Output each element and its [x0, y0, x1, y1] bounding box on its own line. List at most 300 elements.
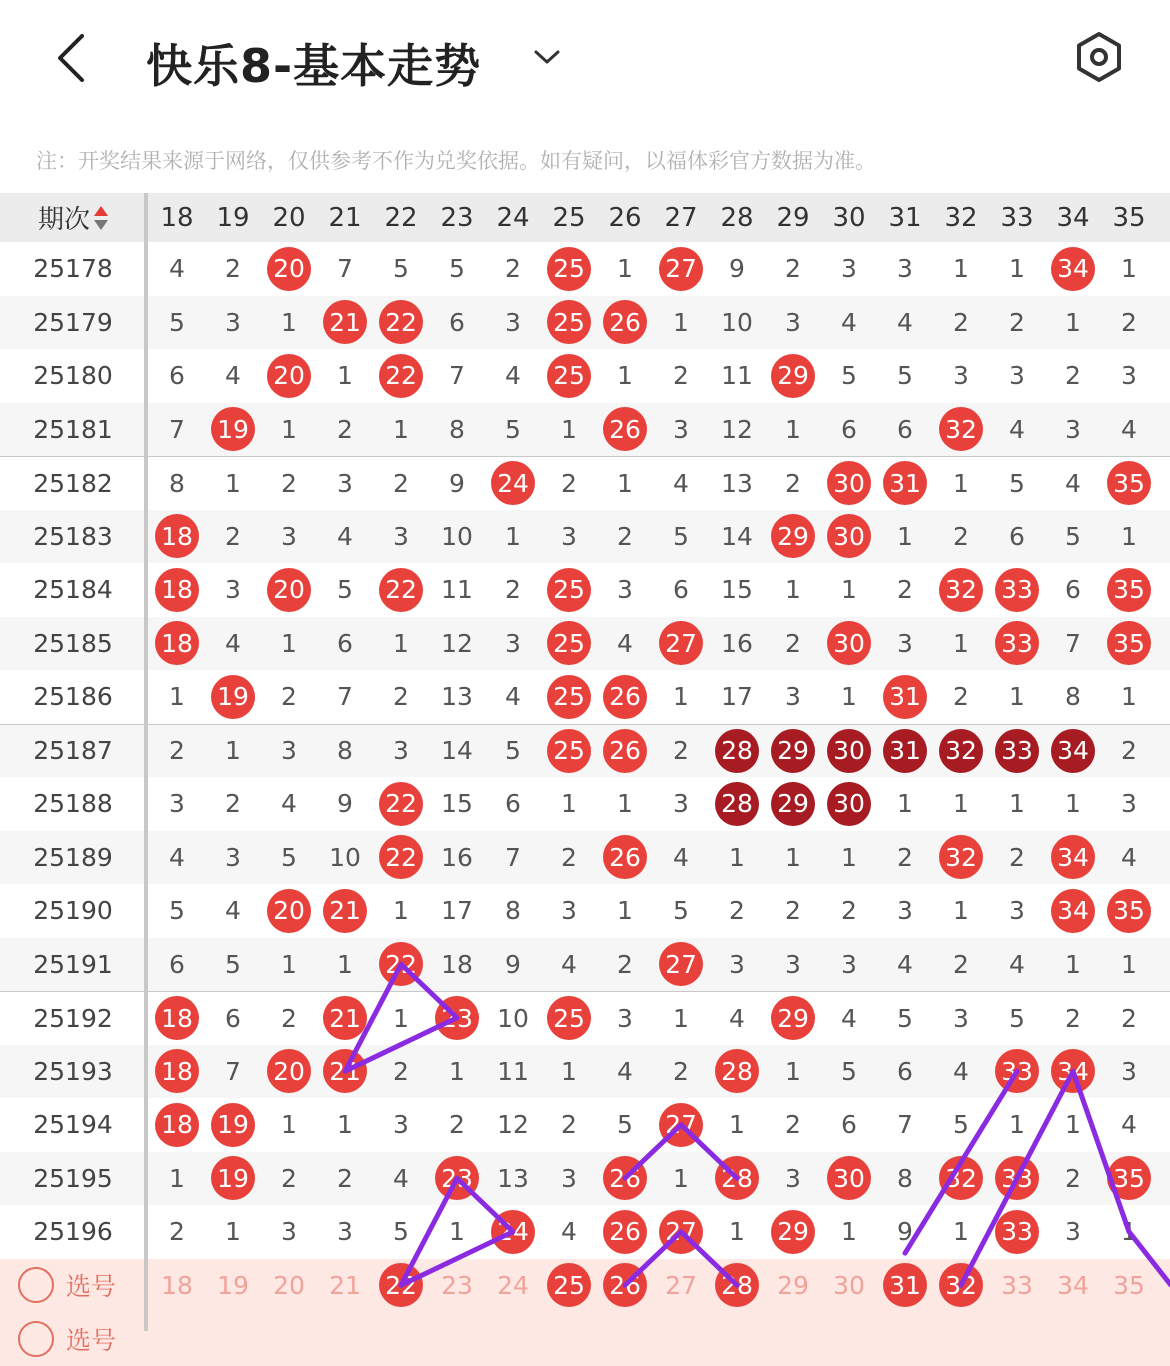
drawn-cell — [1045, 831, 1101, 885]
drawn-cell — [989, 617, 1045, 671]
column-header: 33 — [1000, 202, 1034, 233]
miss-count-cell: 1 — [337, 361, 353, 391]
drawn-cell — [653, 1205, 709, 1259]
miss-count-cell: 1 — [953, 789, 969, 819]
miss-count-cell: 3 — [505, 307, 521, 337]
miss-count-cell: 1 — [1009, 789, 1025, 819]
miss-count-cell: 2 — [1065, 361, 1081, 391]
miss-count-cell: 2 — [561, 1110, 577, 1140]
drawn-cell — [709, 777, 765, 831]
miss-count-cell: 9 — [449, 468, 465, 498]
select-row-toggle[interactable] — [18, 1259, 116, 1313]
select-number-cell[interactable] — [765, 1259, 821, 1313]
miss-count-cell: 5 — [225, 949, 241, 979]
drawn-cell — [1045, 1045, 1101, 1099]
select-number-cell[interactable] — [821, 1259, 877, 1313]
drawn-cell — [989, 563, 1045, 617]
miss-count-cell: 2 — [561, 468, 577, 498]
miss-count-cell: 8 — [897, 1163, 913, 1193]
miss-count-cell: 1 — [449, 1056, 465, 1086]
miss-count-cell: 7 — [337, 254, 353, 284]
drawn-cell — [149, 617, 205, 671]
miss-count-cell: 7 — [505, 842, 521, 872]
drawn-number-ball: 26 — [603, 407, 647, 451]
column-divider — [144, 193, 148, 1331]
miss-count-cell: 4 — [225, 628, 241, 658]
table-row — [0, 403, 1170, 457]
select-number: 21 — [329, 1270, 361, 1300]
drawn-cell — [597, 296, 653, 350]
drawn-cell — [541, 992, 597, 1045]
disclaimer-notice: 注：开奖结果来源于网络，仅供参考不作为兑奖依据。如有疑问，以福体彩官方数据为准。 — [36, 149, 876, 173]
drawn-cell — [205, 1098, 261, 1152]
drawn-cell — [205, 403, 261, 457]
miss-count-cell: 6 — [897, 414, 913, 444]
drawn-cell — [989, 725, 1045, 778]
select-number-cell[interactable] — [205, 1259, 261, 1313]
miss-count-cell: 1 — [337, 1110, 353, 1140]
miss-count-cell: 17 — [721, 682, 753, 712]
miss-count-cell: 2 — [505, 254, 521, 284]
miss-count-cell: 4 — [169, 842, 185, 872]
drawn-number-ball: 27 — [659, 247, 703, 291]
miss-count-cell: 2 — [617, 521, 633, 551]
drawn-number-ball: 31 — [883, 461, 927, 505]
drawn-number-ball: 18 — [155, 568, 199, 612]
drawn-number-ball: 35 — [1107, 889, 1151, 933]
table-row — [0, 1098, 1170, 1152]
column-header: 35 — [1112, 202, 1146, 233]
column-header: 29 — [776, 202, 810, 233]
miss-count-cell: 4 — [561, 949, 577, 979]
drawn-number-ball: 22 — [379, 782, 423, 826]
table-row — [0, 242, 1170, 296]
drawn-cell — [821, 617, 877, 671]
column-header: 20 — [272, 202, 306, 233]
drawn-cell — [373, 777, 429, 831]
miss-count-cell: 10 — [497, 1003, 529, 1033]
drawn-cell — [149, 1098, 205, 1152]
miss-count-cell: 5 — [505, 414, 521, 444]
miss-count-cell: 1 — [225, 736, 241, 766]
drawn-cell — [1101, 1152, 1157, 1206]
select-number: 24 — [497, 1270, 529, 1300]
drawn-number-ball: 27 — [659, 942, 703, 986]
miss-count-cell: 6 — [673, 575, 689, 605]
drawn-cell — [541, 617, 597, 671]
column-header: 25 — [552, 202, 586, 233]
drawn-number-ball: 25 — [547, 675, 591, 719]
miss-count-cell: 5 — [281, 842, 297, 872]
miss-count-cell: 4 — [169, 254, 185, 284]
miss-count-cell: 14 — [441, 736, 473, 766]
column-header: 18 — [160, 202, 194, 233]
miss-count-cell: 4 — [897, 307, 913, 337]
drawn-cell — [429, 1152, 485, 1206]
miss-count-cell: 2 — [617, 949, 633, 979]
radio-circle-icon[interactable] — [18, 1267, 54, 1303]
miss-count-cell: 6 — [449, 307, 465, 337]
drawn-cell — [933, 403, 989, 457]
period-number: 25186 — [33, 682, 113, 712]
selected-number-ball[interactable]: 28 — [715, 1263, 759, 1307]
select-number-row — [0, 1259, 1170, 1313]
select-number: 33 — [1001, 1270, 1033, 1300]
miss-count-cell: 9 — [337, 789, 353, 819]
selected-number-ball[interactable]: 22 — [379, 1263, 423, 1307]
drawn-cell — [149, 1045, 205, 1099]
drawn-cell — [821, 777, 877, 831]
drawn-number-ball: 22 — [379, 568, 423, 612]
miss-count-cell: 1 — [617, 789, 633, 819]
period-number: 25188 — [33, 789, 113, 819]
miss-count-cell: 2 — [785, 468, 801, 498]
drawn-number-ball: 18 — [155, 514, 199, 558]
period-number: 25183 — [33, 521, 113, 551]
miss-count-cell: 2 — [785, 254, 801, 284]
drawn-number-ball: 19 — [211, 675, 255, 719]
select-number: 30 — [833, 1270, 865, 1300]
miss-count-cell: 5 — [841, 361, 857, 391]
drawn-number-ball: 18 — [155, 621, 199, 665]
period-number: 25179 — [33, 307, 113, 337]
miss-count-cell: 1 — [561, 789, 577, 819]
period-number: 25196 — [33, 1217, 113, 1247]
select-number-row-2 — [0, 1312, 1170, 1366]
period-number: 25195 — [33, 1163, 113, 1193]
miss-count-cell: 1 — [897, 789, 913, 819]
miss-count-cell: 1 — [953, 254, 969, 284]
miss-count-cell: 3 — [1121, 1056, 1137, 1086]
column-header: 27 — [664, 202, 698, 233]
miss-count-cell: 8 — [1065, 682, 1081, 712]
miss-count-cell: 3 — [225, 307, 241, 337]
miss-count-cell: 3 — [1121, 789, 1137, 819]
select-number: 29 — [777, 1270, 809, 1300]
miss-count-cell: 3 — [225, 842, 241, 872]
settings-icon[interactable] — [1072, 30, 1126, 84]
drawn-cell — [541, 563, 597, 617]
miss-count-cell: 13 — [497, 1163, 529, 1193]
miss-count-cell: 1 — [393, 628, 409, 658]
miss-count-cell: 6 — [841, 1110, 857, 1140]
selected-number-ball[interactable]: 25 — [547, 1263, 591, 1307]
table-row — [0, 938, 1170, 992]
drawn-number-ball: 26 — [603, 300, 647, 344]
miss-count-cell: 5 — [953, 1110, 969, 1140]
select-number-cell[interactable] — [877, 1259, 933, 1313]
miss-count-cell: 6 — [169, 361, 185, 391]
miss-count-cell: 4 — [337, 521, 353, 551]
miss-count-cell: 5 — [841, 1056, 857, 1086]
miss-count-cell: 5 — [1065, 521, 1081, 551]
drawn-number-ball: 29 — [771, 729, 815, 773]
miss-count-cell: 3 — [281, 521, 297, 551]
table-row — [0, 991, 1170, 1045]
miss-count-cell: 2 — [785, 1110, 801, 1140]
miss-count-cell: 4 — [617, 628, 633, 658]
miss-count-cell: 1 — [841, 682, 857, 712]
miss-count-cell: 1 — [1065, 949, 1081, 979]
miss-count-cell: 2 — [1065, 1163, 1081, 1193]
miss-count-cell: 3 — [281, 1217, 297, 1247]
select-number-cell[interactable] — [429, 1259, 485, 1313]
miss-count-cell: 1 — [561, 414, 577, 444]
miss-count-cell: 5 — [505, 736, 521, 766]
miss-count-cell: 1 — [841, 842, 857, 872]
column-header: 23 — [440, 202, 474, 233]
drawn-number-ball: 34 — [1051, 1049, 1095, 1093]
drawn-number-ball: 33 — [995, 1049, 1039, 1093]
select-number-cell[interactable] — [149, 1259, 205, 1313]
drawn-cell — [597, 403, 653, 457]
period-number: 25185 — [33, 628, 113, 658]
radio-circle-icon[interactable] — [18, 1321, 54, 1357]
miss-count-cell: 5 — [337, 575, 353, 605]
miss-count-cell: 1 — [617, 468, 633, 498]
drawn-cell — [653, 617, 709, 671]
column-header: 31 — [888, 202, 922, 233]
drawn-number-ball: 22 — [379, 942, 423, 986]
drawn-cell — [373, 349, 429, 403]
miss-count-cell: 2 — [729, 896, 745, 926]
table-row — [0, 617, 1170, 671]
drawn-number-ball: 25 — [547, 247, 591, 291]
miss-count-cell: 3 — [1009, 361, 1025, 391]
miss-count-cell: 1 — [953, 468, 969, 498]
miss-count-cell: 1 — [673, 1003, 689, 1033]
select-number-cell[interactable] — [485, 1259, 541, 1313]
drawn-cell — [933, 1152, 989, 1206]
column-header: 22 — [384, 202, 418, 233]
drawn-cell — [765, 777, 821, 831]
drawn-cell — [597, 725, 653, 778]
period-number: 25193 — [33, 1056, 113, 1086]
miss-count-cell: 1 — [1065, 307, 1081, 337]
period-number: 25180 — [33, 361, 113, 391]
column-header: 26 — [608, 202, 642, 233]
chevron-down-icon[interactable] — [530, 40, 564, 74]
column-header: 24 — [496, 202, 530, 233]
drawn-number-ball: 25 — [547, 729, 591, 773]
drawn-number-ball: 25 — [547, 354, 591, 398]
drawn-cell — [597, 1152, 653, 1206]
miss-count-cell: 1 — [617, 896, 633, 926]
selected-number-ball[interactable]: 31 — [883, 1263, 927, 1307]
drawn-number-ball: 24 — [491, 461, 535, 505]
drawn-number-ball: 18 — [155, 1103, 199, 1147]
miss-count-cell: 13 — [721, 468, 753, 498]
miss-count-cell: 6 — [225, 1003, 241, 1033]
miss-count-cell: 4 — [281, 789, 297, 819]
table-row — [0, 884, 1170, 938]
drawn-number-ball: 27 — [659, 1210, 703, 1254]
drawn-number-ball: 33 — [995, 1156, 1039, 1200]
miss-count-cell: 12 — [721, 414, 753, 444]
select-row-2-label: 选号 — [66, 1325, 117, 1355]
miss-count-cell: 3 — [561, 896, 577, 926]
miss-count-cell: 3 — [337, 468, 353, 498]
drawn-cell — [597, 1205, 653, 1259]
drawn-cell — [989, 1205, 1045, 1259]
drawn-number-ball: 21 — [323, 300, 367, 344]
miss-count-cell: 12 — [441, 628, 473, 658]
drawn-number-ball: 30 — [827, 1156, 871, 1200]
miss-count-cell: 1 — [1121, 949, 1137, 979]
table-row — [0, 349, 1170, 403]
miss-count-cell: 4 — [1121, 414, 1137, 444]
drawn-cell — [821, 1152, 877, 1206]
table-row — [0, 563, 1170, 617]
miss-count-cell: 1 — [561, 1056, 577, 1086]
miss-count-cell: 13 — [441, 682, 473, 712]
drawn-number-ball: 34 — [1051, 889, 1095, 933]
drawn-number-ball: 20 — [267, 889, 311, 933]
miss-count-cell: 3 — [897, 896, 913, 926]
drawn-cell — [765, 510, 821, 564]
miss-count-cell: 3 — [561, 1163, 577, 1193]
select-row-2-toggle[interactable] — [18, 1312, 116, 1366]
drawn-number-ball: 19 — [211, 1103, 255, 1147]
period-header[interactable] — [0, 193, 146, 242]
miss-count-cell: 1 — [169, 682, 185, 712]
column-header: 28 — [720, 202, 754, 233]
drawn-cell — [149, 992, 205, 1045]
selected-number-ball[interactable]: 26 — [603, 1263, 647, 1307]
miss-count-cell: 4 — [953, 1056, 969, 1086]
miss-count-cell: 3 — [841, 949, 857, 979]
period-number: 25190 — [33, 896, 113, 926]
drawn-number-ball: 31 — [883, 729, 927, 773]
drawn-cell — [933, 831, 989, 885]
miss-count-cell: 1 — [953, 628, 969, 658]
miss-count-cell: 3 — [673, 414, 689, 444]
drawn-number-ball: 33 — [995, 729, 1039, 773]
drawn-cell — [373, 938, 429, 992]
miss-count-cell: 3 — [729, 949, 745, 979]
miss-count-cell: 16 — [721, 628, 753, 658]
miss-count-cell: 7 — [897, 1110, 913, 1140]
select-number-cell[interactable] — [373, 1259, 429, 1313]
drawn-number-ball: 31 — [883, 675, 927, 719]
miss-count-cell: 2 — [897, 575, 913, 605]
drawn-cell — [653, 938, 709, 992]
drawn-number-ball: 32 — [939, 1156, 983, 1200]
select-number-cell[interactable] — [933, 1259, 989, 1313]
miss-count-cell: 3 — [393, 521, 409, 551]
drawn-number-ball: 35 — [1107, 1156, 1151, 1200]
table-row — [0, 1152, 1170, 1206]
drawn-number-ball: 19 — [211, 1156, 255, 1200]
drawn-cell — [765, 1205, 821, 1259]
drawn-cell — [149, 563, 205, 617]
back-arrow-icon[interactable] — [50, 28, 110, 88]
miss-count-cell: 1 — [729, 842, 745, 872]
miss-count-cell: 6 — [1009, 521, 1025, 551]
drawn-cell — [597, 831, 653, 885]
select-number-cell[interactable] — [989, 1259, 1045, 1313]
drawn-cell — [429, 992, 485, 1045]
miss-count-cell: 3 — [617, 1003, 633, 1033]
miss-count-cell: 6 — [897, 1056, 913, 1086]
select-number-cell[interactable] — [261, 1259, 317, 1313]
miss-count-cell: 1 — [1121, 682, 1137, 712]
drawn-cell — [1045, 242, 1101, 296]
drawn-number-ball: 23 — [435, 996, 479, 1040]
miss-count-cell: 1 — [281, 628, 297, 658]
miss-count-cell: 15 — [441, 789, 473, 819]
select-number-cell[interactable] — [1101, 1259, 1157, 1313]
miss-count-cell: 4 — [561, 1217, 577, 1247]
miss-count-cell: 5 — [169, 896, 185, 926]
column-header: 34 — [1056, 202, 1090, 233]
select-number-cell[interactable] — [653, 1259, 709, 1313]
select-number-cell[interactable] — [1045, 1259, 1101, 1313]
select-number-cell[interactable] — [597, 1259, 653, 1313]
drawn-number-ball: 30 — [827, 621, 871, 665]
select-number-cell[interactable] — [541, 1259, 597, 1313]
miss-count-cell: 7 — [337, 682, 353, 712]
miss-count-cell: 2 — [953, 307, 969, 337]
miss-count-cell: 1 — [1009, 1110, 1025, 1140]
miss-count-cell: 10 — [329, 842, 361, 872]
select-number: 20 — [273, 1270, 305, 1300]
select-number-cell[interactable] — [317, 1259, 373, 1313]
drawn-cell — [205, 670, 261, 724]
miss-count-cell: 2 — [1065, 1003, 1081, 1033]
miss-count-cell: 5 — [449, 254, 465, 284]
drawn-cell — [1101, 563, 1157, 617]
drawn-number-ball: 22 — [379, 354, 423, 398]
drawn-number-ball: 34 — [1051, 729, 1095, 773]
period-number: 25181 — [33, 414, 113, 444]
select-row-label: 选号 — [66, 1272, 117, 1302]
selected-number-ball[interactable]: 32 — [939, 1263, 983, 1307]
miss-count-cell: 3 — [505, 628, 521, 658]
drawn-number-ball: 30 — [827, 729, 871, 773]
miss-count-cell: 1 — [1009, 254, 1025, 284]
drawn-cell — [709, 725, 765, 778]
miss-count-cell: 2 — [169, 1217, 185, 1247]
miss-count-cell: 11 — [721, 361, 753, 391]
miss-count-cell: 8 — [505, 896, 521, 926]
miss-count-cell: 3 — [169, 789, 185, 819]
select-number-cell[interactable] — [709, 1259, 765, 1313]
miss-count-cell: 1 — [337, 949, 353, 979]
drawn-cell — [1101, 457, 1157, 510]
miss-count-cell: 2 — [169, 736, 185, 766]
miss-count-cell: 4 — [617, 1056, 633, 1086]
miss-count-cell: 10 — [441, 521, 473, 551]
drawn-number-ball: 35 — [1107, 568, 1151, 612]
miss-count-cell: 1 — [841, 575, 857, 605]
miss-count-cell: 4 — [1009, 949, 1025, 979]
miss-count-cell: 1 — [953, 1217, 969, 1247]
drawn-cell — [709, 1152, 765, 1206]
drawn-number-ball: 29 — [771, 996, 815, 1040]
miss-count-cell: 17 — [441, 896, 473, 926]
miss-count-cell: 5 — [673, 521, 689, 551]
drawn-number-ball: 28 — [715, 1049, 759, 1093]
drawn-number-ball: 28 — [715, 782, 759, 826]
miss-count-cell: 15 — [721, 575, 753, 605]
select-number: 34 — [1057, 1270, 1089, 1300]
miss-count-cell: 4 — [393, 1163, 409, 1193]
sort-icon[interactable] — [94, 205, 108, 231]
miss-count-cell: 1 — [505, 521, 521, 551]
drawn-number-ball: 34 — [1051, 835, 1095, 879]
drawn-number-ball: 33 — [995, 621, 1039, 665]
